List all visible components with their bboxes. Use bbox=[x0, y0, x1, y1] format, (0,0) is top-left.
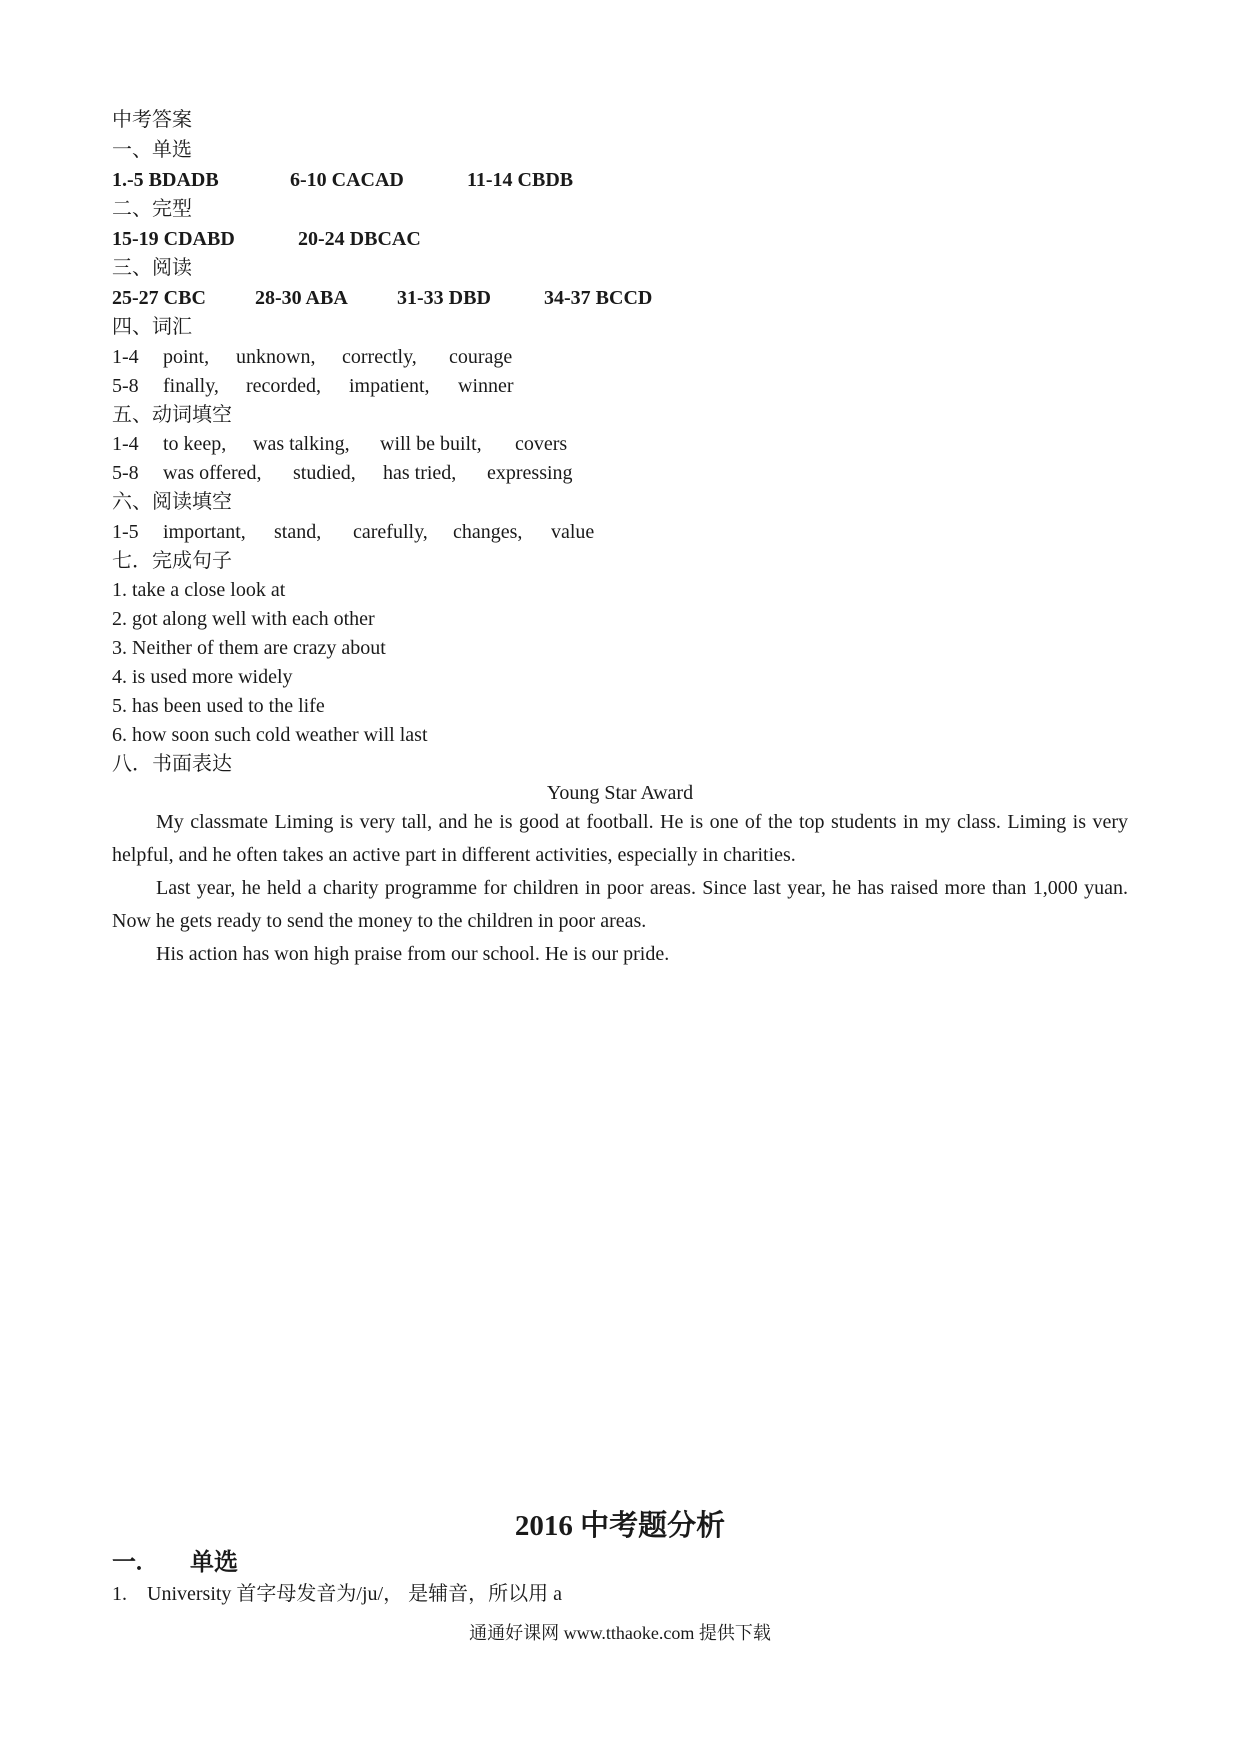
essay-paragraph: Last year, he held a charity programme for children in poor areas. Since last year, he has raised more than 1,000 yuan. Now he gets ready to send the money to the children in poor areas. bbox=[112, 877, 1128, 932]
sentence-answer: 4. is used more widely bbox=[112, 666, 293, 688]
answer-group: 1.-5 BDADB bbox=[112, 169, 219, 191]
answer-word: recorded, bbox=[246, 375, 321, 397]
answer-group: 28-30 ABA bbox=[255, 287, 348, 309]
section-heading-single-choice: 一、单选 bbox=[112, 139, 192, 161]
essay-paragraph: His action has won high praise from our school. He is our pride. bbox=[156, 943, 670, 965]
answer-group: 15-19 CDABD bbox=[112, 228, 235, 250]
answer-word: winner bbox=[458, 375, 514, 397]
answer-word: expressing bbox=[487, 462, 573, 484]
answer-word: important, bbox=[163, 521, 246, 543]
answer-word: stand, bbox=[274, 521, 322, 543]
section-heading-reading-fill: 六、阅读填空 bbox=[112, 491, 232, 513]
answer-group: 25-27 CBC bbox=[112, 287, 206, 309]
answer-word: will be built, bbox=[380, 433, 482, 455]
answer-group: 34-37 BCCD bbox=[544, 287, 653, 309]
sentence-answer: 2. got along well with each other bbox=[112, 608, 375, 630]
answer-word: correctly, bbox=[342, 346, 417, 368]
answer-word: point, bbox=[163, 346, 210, 368]
answer-word: changes, bbox=[453, 521, 523, 543]
answer-word: was talking, bbox=[253, 433, 350, 455]
sentence-answer: 5. has been used to the life bbox=[112, 695, 325, 717]
answer-word: carefully, bbox=[353, 521, 428, 543]
answer-word: covers bbox=[515, 433, 568, 455]
answer-word: has tried, bbox=[383, 462, 457, 484]
section-heading-vocabulary: 四、词汇 bbox=[112, 316, 192, 338]
answer-word: unknown, bbox=[236, 346, 316, 368]
answer-number: 1-4 bbox=[112, 346, 139, 368]
answer-number: 1-5 bbox=[112, 521, 139, 543]
analysis-item: 1. University 首字母发音为/ju/， 是辅音，所以用 a bbox=[112, 1583, 562, 1605]
analysis-heading: 2016 中考题分析 bbox=[514, 1510, 726, 1542]
answer-word: finally, bbox=[163, 375, 219, 397]
doc-title: 中考答案 bbox=[112, 109, 192, 131]
answer-word: studied, bbox=[293, 462, 356, 484]
section-heading-cloze: 二、完型 bbox=[112, 198, 192, 220]
answer-word: to keep, bbox=[163, 433, 227, 455]
essay-paragraph: My classmate Liming is very tall, and he is good at football. He is one of the top students in my class. Liming is very helpful, and he often takes an active part in different activities, especially in charities. bbox=[112, 811, 1128, 866]
section-heading-sentences: 七．完成句子 bbox=[112, 550, 232, 572]
answer-word: was offered, bbox=[163, 462, 262, 484]
essay-title: Young Star Award bbox=[546, 782, 694, 804]
download-footer: 通通好课网 www.tthaoke.com 提供下载 bbox=[469, 1623, 771, 1643]
analysis-subheading: 一. 单选 bbox=[112, 1550, 238, 1576]
section-heading-reading: 三、阅读 bbox=[112, 257, 192, 279]
sentence-answer: 6. how soon such cold weather will last bbox=[112, 724, 428, 746]
answer-number: 5-8 bbox=[112, 462, 139, 484]
answer-group: 31-33 DBD bbox=[397, 287, 491, 309]
answer-number: 5-8 bbox=[112, 375, 139, 397]
answer-word: value bbox=[551, 521, 595, 543]
section-heading-verb-fill: 五、动词填空 bbox=[112, 404, 232, 426]
answer-group: 6-10 CACAD bbox=[290, 169, 404, 191]
answer-number: 1-4 bbox=[112, 433, 139, 455]
section-heading-writing: 八．书面表达 bbox=[112, 753, 232, 775]
answer-group: 20-24 DBCAC bbox=[298, 228, 421, 250]
answer-group: 11-14 CBDB bbox=[467, 169, 574, 191]
sentence-answer: 3. Neither of them are crazy about bbox=[112, 637, 386, 659]
answer-word: impatient, bbox=[349, 375, 430, 397]
answer-word: courage bbox=[449, 346, 513, 368]
sentence-answer: 1. take a close look at bbox=[112, 579, 286, 601]
